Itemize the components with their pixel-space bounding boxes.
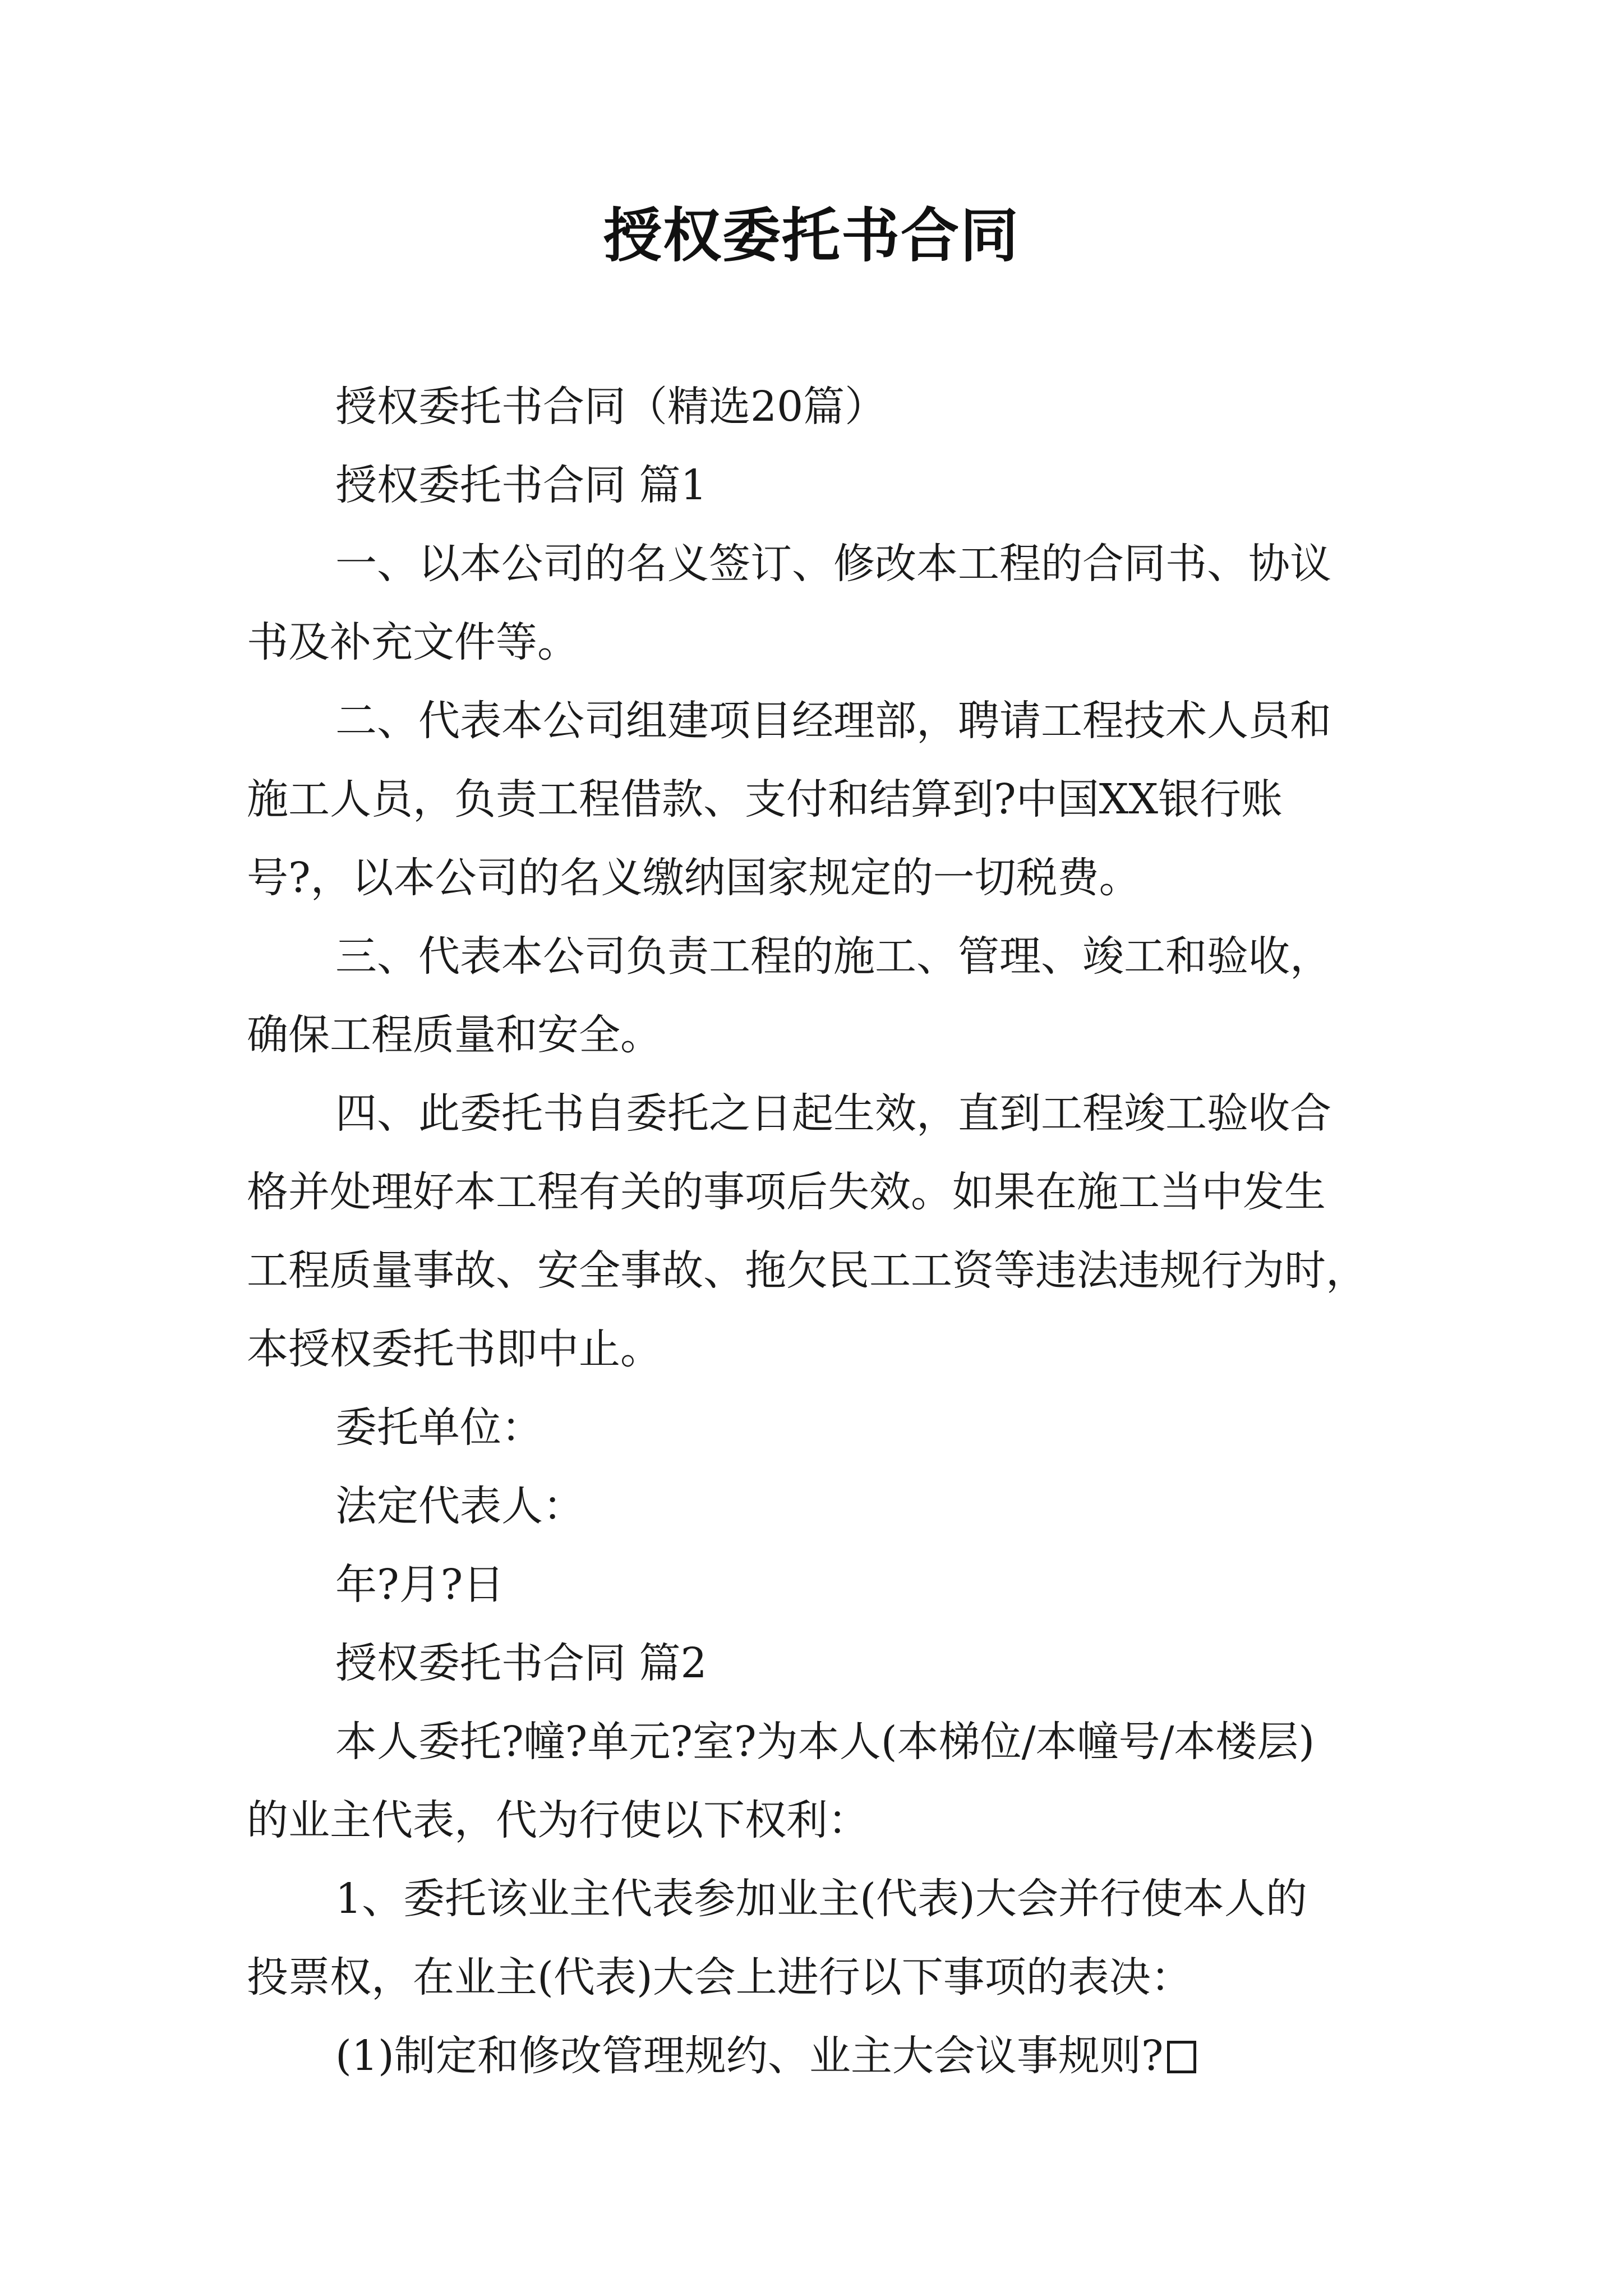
- paragraph-line: 格并处理好本工程有关的事项后失效。如果在施工当中发生: [247, 1168, 1326, 1216]
- entrusting-unit-label: 委托单位：: [335, 1404, 543, 1452]
- paragraph-line: 三、代表本公司负责工程的施工、管理、竣工和验收，: [335, 932, 1331, 981]
- paragraph-line: 确保工程质量和安全。: [247, 1011, 662, 1059]
- list-item: [335, 2025, 1196, 2087]
- paragraph-line: 一、以本公司的名义签订、修改本工程的合同书、协议: [335, 540, 1331, 588]
- section-1-heading: 授权委托书合同 篇1: [335, 461, 707, 509]
- list-item-text: (1)制定和修改管理规约、业主大会议事规则?: [335, 2032, 1164, 2080]
- checkbox-icon: [1167, 2041, 1196, 2073]
- paragraph-line: 1、委托该业主代表参加业主(代表)大会并行使本人的: [335, 1875, 1307, 1923]
- section-2-heading: 授权委托书合同 篇2: [335, 1639, 707, 1687]
- paragraph-line: 的业主代表，代为行使以下权利：: [247, 1796, 869, 1844]
- legal-representative-label: 法定代表人：: [335, 1482, 584, 1530]
- paragraph-line: 本人委托?幢?单元?室?为本人(本梯位/本幢号/本楼层): [335, 1718, 1315, 1766]
- paragraph-line: 号?，以本公司的名义缴纳国家规定的一切税费。: [247, 854, 1141, 902]
- paragraph-line: 投票权，在业主(代表)大会上进行以下事项的表决：: [247, 1953, 1192, 2001]
- paragraph-line: 本授权委托书即中止。: [247, 1325, 662, 1373]
- paragraph-line: 书及补充文件等。: [247, 618, 579, 666]
- paragraph-line: 工程质量事故、安全事故、拖欠民工工资等违法违规行为时，: [247, 1246, 1367, 1295]
- document-title: 授权委托书合同: [603, 201, 1020, 270]
- document-subtitle: 授权委托书合同（精选20篇）: [335, 383, 887, 431]
- paragraph-line: 二、代表本公司组建项目经理部，聘请工程技术人员和: [335, 697, 1331, 745]
- paragraph-line: 四、此委托书自委托之日起生效，直到工程竣工验收合: [335, 1089, 1331, 1138]
- date-line: 年?月?日: [335, 1561, 505, 1609]
- paragraph-line: 施工人员，负责工程借款、支付和结算到?中国XX银行账: [247, 775, 1283, 823]
